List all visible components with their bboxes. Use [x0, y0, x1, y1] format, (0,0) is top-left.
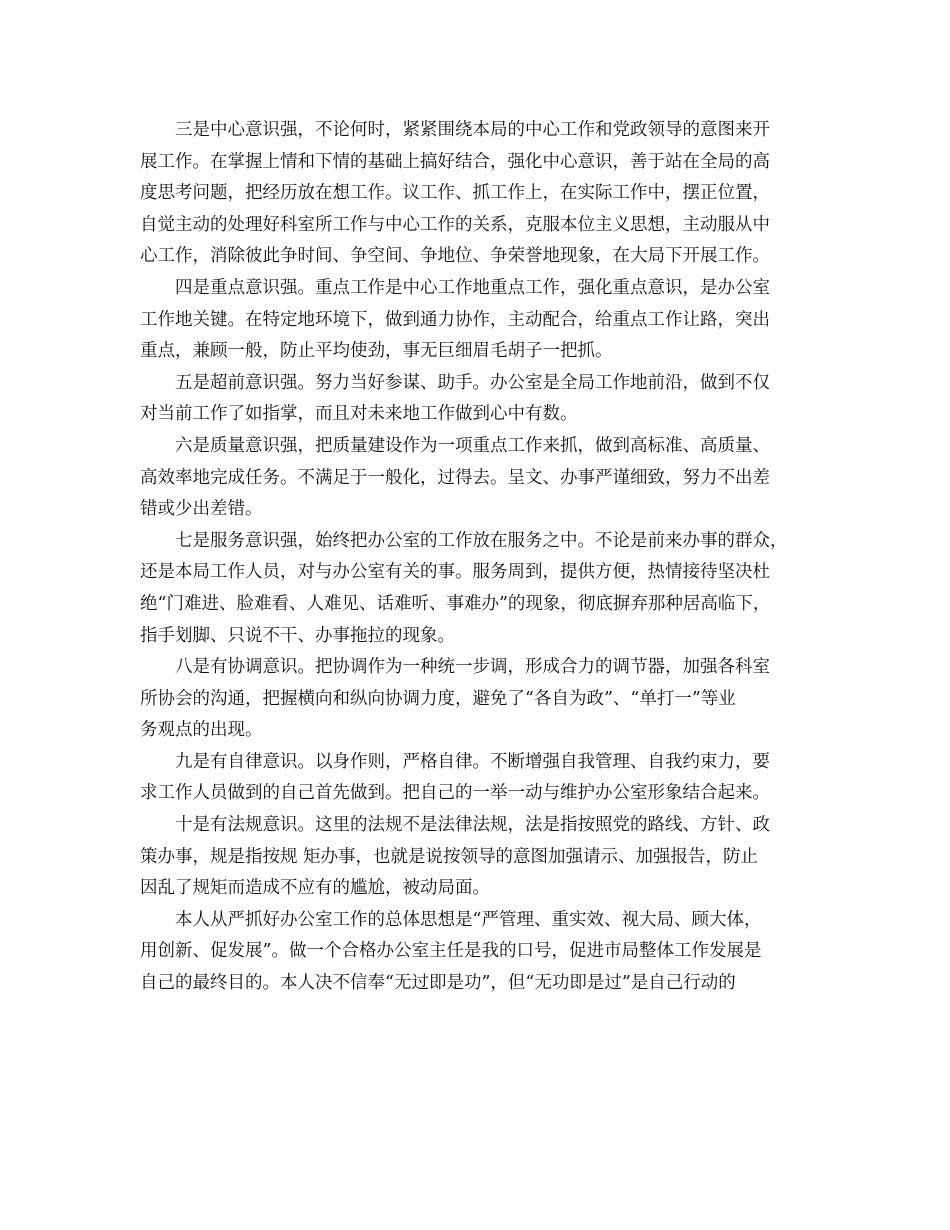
text-line: 展工作。在掌握上情和下情的基础上搞好结合，强化中心意识，善于站在全局的高 [140, 151, 770, 172]
text-line: 自觉主动的处理好科室所工作与中心工作的关系，克服本位主义思想，主动服从中 [140, 214, 770, 235]
text-line: 对当前工作了如指掌，而且对未来地工作做到心中有数。 [140, 404, 578, 425]
text-line: 用创新、促发展”。做一个合格办公室主任是我的口号，促进市局整体工作发展是 [140, 941, 762, 962]
text-line: 重点，兼顾一般，防止平均使劲，事无巨细眉毛胡子一把抓。 [140, 341, 613, 362]
text-line: 务观点的出现。 [140, 720, 263, 741]
text-line: 还是本局工作人员，对与办公室有关的事。服务周到，提供方便，热情接待坚决杜 [140, 562, 770, 583]
paragraph-first-line: 五是超前意识强。努力当好参谋、助手。办公室是全局工作地前沿，做到不仅 [175, 372, 770, 393]
text-line: 策办事，规是指按规 矩办事，也就是说按领导的意图加强请示、加强报告，防止 [140, 846, 759, 867]
text-line: 度思考问题，把经历放在想工作。议工作、抓工作上，在实际工作中，摆正位置， [140, 183, 770, 204]
paragraph-first-line: 七是服务意识强，始终把办公室的工作放在服务之中。不论是前来办事的群众， [175, 530, 788, 551]
paragraph-first-line: 九是有自律意识。以身作则，严格自律。不断增强自我管理、自我约束力，要 [175, 751, 770, 772]
text-line: 求工作人员做到的自己首先做到。把自己的一举一动与维护办公室形象结合起来。 [140, 783, 770, 804]
text-line: 自己的最终目的。本人决不信奉“无过即是功”，但“无功即是过”是自己行动的 [140, 973, 736, 994]
text-line: 指手划脚、只说不干、办事拖拉的现象。 [140, 625, 455, 646]
paragraph-first-line: 十是有法规意识。这里的法规不是法律法规，法是指按照党的路线、方针、政 [175, 815, 770, 836]
paragraph-first-line: 八是有协调意识。把协调作为一种统一步调，形成合力的调节器，加强各科室 [175, 657, 770, 678]
text-line: 因乱了规矩而造成不应有的尴尬，被动局面。 [140, 878, 490, 899]
paragraph-first-line: 六是质量意识强，把质量建设作为一项重点工作来抓，做到高标准、高质量、 [175, 435, 770, 456]
text-line: 错或少出差错。 [140, 499, 263, 520]
text-line: 绝“门难进、脸难看、人难见、话难听、事难办”的现象，彻底摒弃那种居高临下， [140, 593, 771, 614]
paragraph-first-line: 四是重点意识强。重点工作是中心工作地重点工作，强化重点意识，是办公室 [175, 277, 770, 298]
paragraph-first-line: 三是中心意识强，不论何时，紧紧围绕本局的中心工作和党政领导的意图来开 [175, 120, 770, 140]
text-line: 工作地关键。在特定地环境下，做到通力协作，主动配合，给重点工作让路，突出 [140, 309, 770, 330]
body-text [140, 117, 820, 1002]
text-line: 所协会的沟通，把握横向和纵向协调力度，避免了“各自为政”、“单打一”等业 [140, 688, 736, 709]
text-line: 心工作，消除彼此争时间、争空间、争地位、争荣誉地现象，在大局下开展工作。 [140, 246, 770, 267]
text-line: 高效率地完成任务。不满足于一般化，过得去。呈文、办事严谨细致，努力不出差 [140, 467, 770, 488]
paragraph-first-line: 本人从严抓好办公室工作的总体思想是“严管理、重实效、视大局、顾大体， [175, 909, 762, 930]
